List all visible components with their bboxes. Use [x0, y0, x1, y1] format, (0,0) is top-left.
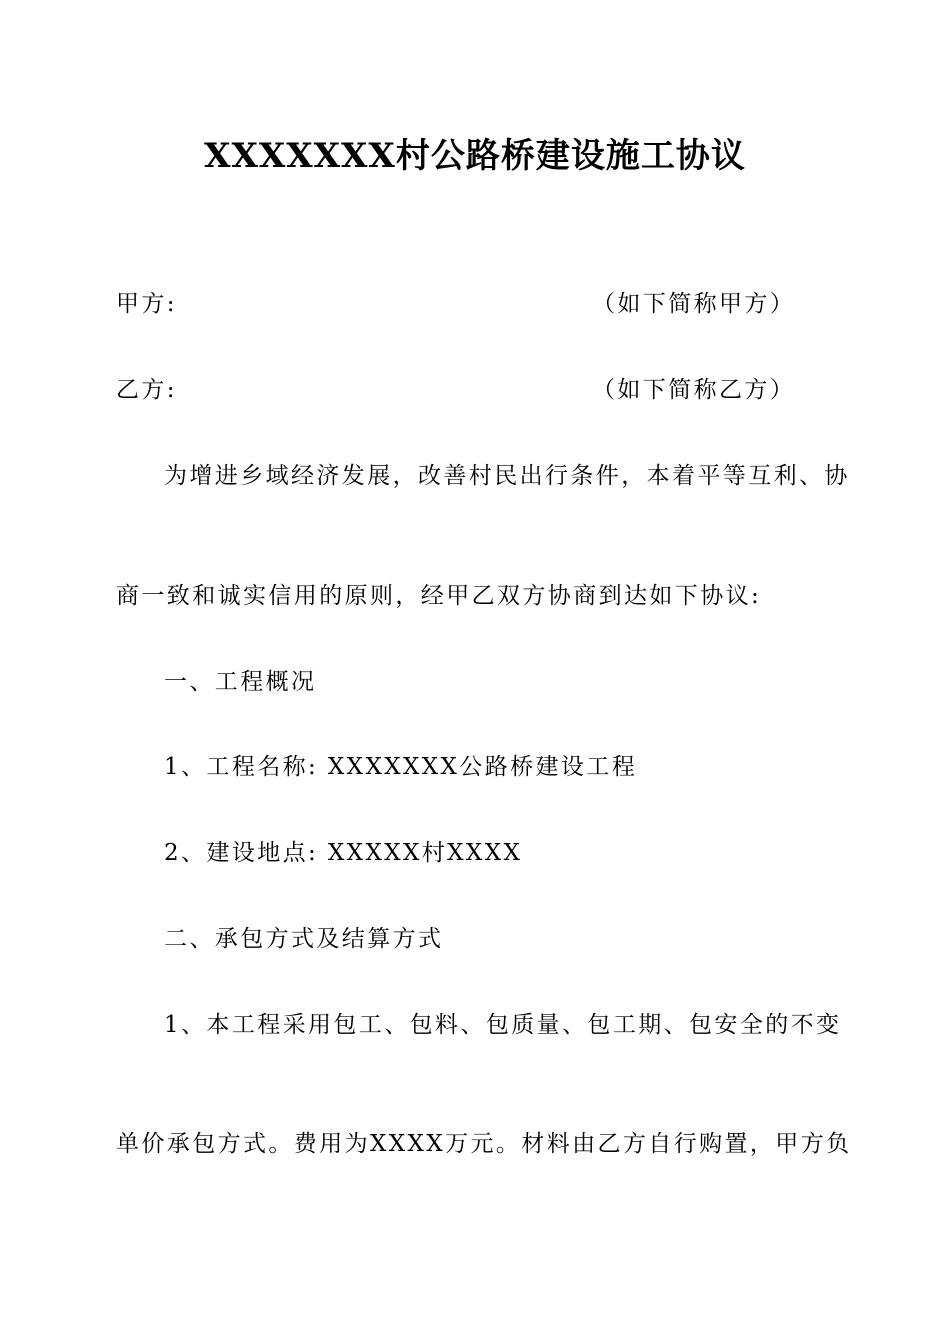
paragraph-line: 2、建设地点: XXXXX村XXXX: [164, 840, 523, 866]
party-a-label: 甲方:: [116, 291, 177, 317]
paragraph-line: 商一致和诚实信用的原则，经甲乙双方协商到达如下协议:: [116, 583, 762, 609]
paragraph-line: 1、本工程采用包工、包料、包质量、包工期、包安全的不变: [164, 1012, 842, 1038]
party-b-label: 乙方:: [116, 377, 177, 403]
paragraph-line: 为增进乡域经济发展，改善村民出行条件，本着平等互利、协: [164, 463, 850, 489]
paragraph-line: 单价承包方式。费用为XXXX万元。材料由乙方自行购置，甲方负: [116, 1131, 852, 1157]
document-title: XXXXXXX村公路桥建设施工协议: [204, 136, 746, 176]
party-b-note: （如下简称乙方）: [592, 377, 796, 403]
section-heading: 一、工程概况: [164, 669, 317, 695]
paragraph-line: 1、工程名称: XXXXXXX公路桥建设工程: [164, 754, 638, 780]
section-heading: 二、承包方式及结算方式: [164, 926, 444, 952]
party-a-note: （如下简称甲方）: [592, 291, 796, 317]
